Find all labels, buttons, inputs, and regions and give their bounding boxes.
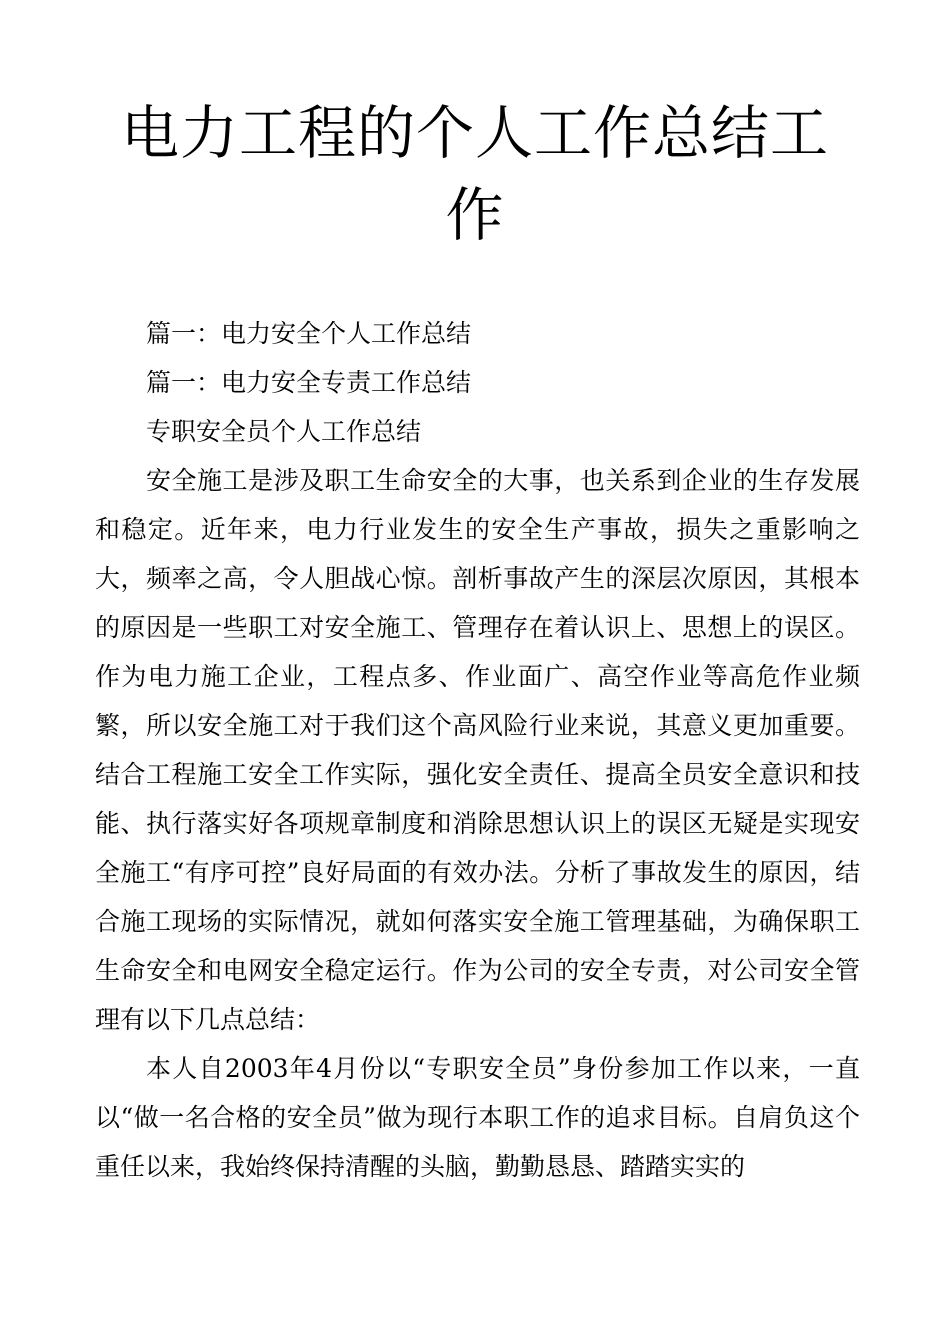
document-body (95, 309, 860, 1191)
paragraph-subtitle: 专职安全员个人工作总结 (146, 417, 422, 446)
paragraph-body-2: 本人自2003年4月份以“专职安全员”身份参加工作以来，一直以“做一名合格的安全员”做为现行本职工作的追求目标。自肩负这个重任以来，我始终保持清醒的头脑，勤勤恳恳、踏踏实实的 (95, 1054, 860, 1181)
paragraph-section-heading-1: 篇一：电力安全个人工作总结 (146, 319, 472, 348)
document-title: 电力工程的个人工作总结工作 (120, 99, 829, 249)
paragraph-section-heading-2: 篇一：电力安全专责工作总结 (146, 368, 472, 397)
paragraph-body-1: 安全施工是涉及职工生命安全的大事，也关系到企业的生存发展和稳定。近年来，电力行业发生的安全生产事故，损失之重影响之大，频率之高，令人胆战心惊。剖析事故产生的深层次原因，其根本的原因是一些职工对安全施工、管理存在着认识上、思想上的误区。作为电力施工企业，工程点多、作业面广、高空作业等高危作业频繁，所以安全施工对于我们这个高风险行业来说，其意义更加重要。结合工程施工安全工作实际，强化安全责任、提高全员安全意识和技能、执行落实好各项规章制度和消除思想认识上的误区无疑是实现安全施工“有序可控”良好局面的有效办法。分析了事故发生的原因，结合施工现场的实际情况，就如何落实安全施工管理基础，为确保职工生命安全和电网安全稳定运行。作为公司的安全专责，对公司安全管理有以下几点总结： (95, 466, 860, 1034)
